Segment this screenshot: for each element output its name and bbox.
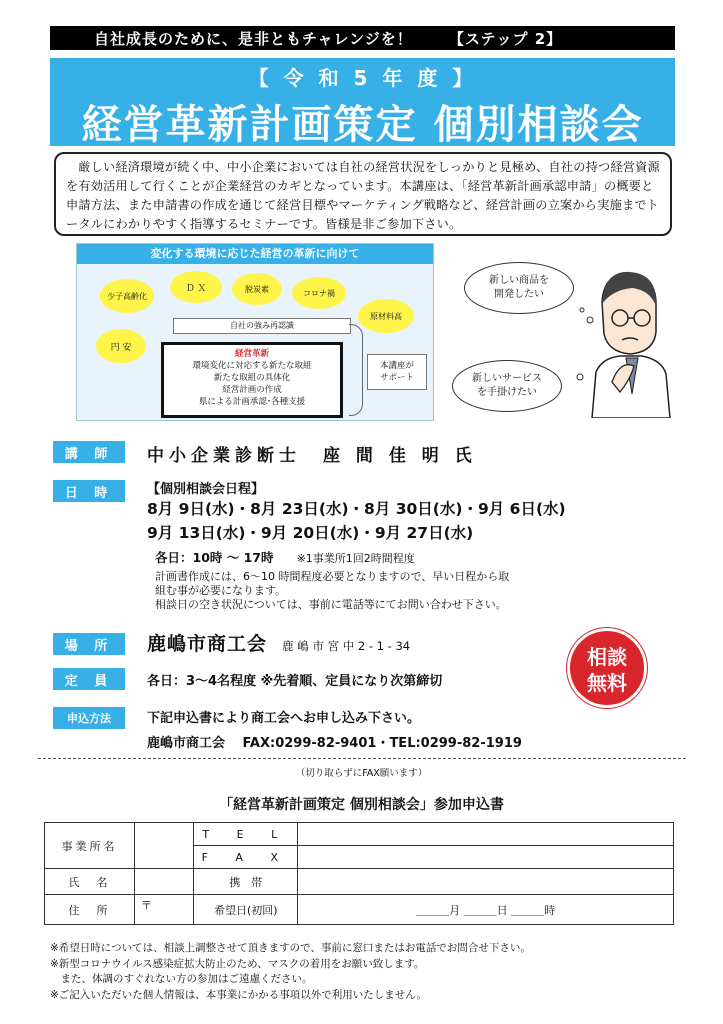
reform-line: 新たな取組の具体化	[213, 373, 291, 383]
page-title: 経営革新計画策定 個別相談会	[81, 102, 644, 148]
name-label: 氏 名	[45, 869, 135, 895]
preferred-date-field[interactable]: ＿＿＿月 ＿＿＿日 ＿＿＿時	[298, 895, 674, 925]
cut-line	[38, 758, 686, 759]
schedule-label: 日 時	[53, 480, 125, 502]
diagram-title: 変化する環境に応じた経営の革新に向けて	[77, 244, 433, 264]
reform-line: 県による計画承認･各種支援	[198, 397, 306, 407]
tagline: 自社成長のために、是非ともチャレンジを！	[94, 29, 413, 48]
apply-label: 申込方法	[53, 707, 125, 729]
lecturer-name: 中小企業診断士 座 間 佳 明 氏	[147, 446, 477, 466]
schedule-time: 各日：10時 ～ 17時	[155, 550, 274, 565]
footnote: ※新型コロナウイルス感染症拡大防止のため、マスクの着用をお願い致します。	[50, 957, 425, 970]
title-year: 【 令 和 5 年 度 】	[248, 66, 477, 90]
thinking-man-illustration	[572, 262, 672, 418]
schedule-dates-1: 8月 9日(水)・8月 23日(水)・8月 30日(水)・9月 6日(水)	[147, 500, 566, 518]
venue-name: 鹿嶋市商工会	[147, 633, 268, 655]
bracket	[349, 324, 363, 416]
footnote: また、体調のすぐれない方の参加はご遠慮ください。	[50, 973, 313, 985]
business-name-label: 事業所名	[45, 823, 135, 869]
step-label: 【ステップ 2】	[448, 29, 563, 48]
bubble-line: を手掛けたい	[477, 387, 537, 398]
form-title: 「経営革新計画策定 個別相談会」参加申込書	[219, 797, 504, 813]
capacity-row	[53, 668, 442, 690]
burst-materials: 原材料高	[361, 302, 411, 330]
schedule-time-note: ※1事業所1回2時間程度	[296, 552, 415, 565]
reform-line: 環境変化に対応する新たな取組	[192, 361, 312, 371]
schedule-row	[53, 480, 566, 612]
free-consultation-badge	[567, 628, 647, 708]
burst-dx: Ｄ Ｘ	[173, 274, 219, 300]
mobile-label: 携 帯	[194, 869, 298, 895]
schedule-note: 計画書作成には、6～10 時間程度必要となりますので、早い日程から取	[155, 570, 510, 583]
address-field[interactable]	[135, 895, 194, 925]
tagline-bar	[50, 26, 675, 50]
support-box	[367, 354, 427, 390]
postal-mark: 〒	[141, 899, 152, 912]
concept-diagram	[76, 243, 434, 421]
badge-line: 無料	[587, 671, 627, 695]
capacity-label: 定 員	[53, 668, 125, 690]
reform-box	[161, 342, 343, 418]
footnotes	[50, 941, 531, 1003]
fax-field[interactable]	[298, 846, 674, 869]
footnote: ※ご記入いただいた個人情報は、本事業にかかる事項以外で利用いたしません。	[50, 988, 427, 1001]
capacity-text: 各日：3～4名程度 ※先着順、定員になり次第締切	[147, 674, 443, 689]
burst-corona: コロナ禍	[295, 280, 343, 306]
bubble-line: 新しいサービス	[472, 373, 542, 384]
apply-text: 下記申込書により商工会へお申し込み下さい。	[147, 711, 421, 726]
thought-bubble-service	[452, 360, 562, 412]
schedule-dates-2: 9月 13日(水)・9月 20日(水)・9月 27日(水)	[147, 524, 474, 542]
support-line: サポート	[379, 373, 414, 383]
reform-line: 経営計画の作成	[222, 385, 282, 395]
apply-contact: 鹿嶋市商工会 FAX:0299-82-9401・TEL:0299-82-1919	[147, 736, 522, 751]
cut-note: （切り取らずにFAX願います）	[295, 768, 428, 779]
mobile-field[interactable]	[298, 869, 674, 895]
lecturer-row	[53, 441, 477, 466]
burst-aging: 少子高齢化	[103, 282, 151, 310]
schedule-note: 相談日の空き状況については、事前に電話等にてお問い合わせ下さい。	[155, 598, 507, 611]
burst-decarbon: 脱炭素	[235, 276, 279, 302]
title-banner	[50, 58, 675, 146]
address-label: 住 所	[45, 895, 135, 925]
badge-line: 相談	[587, 645, 627, 669]
schedule-note: 組む事が必要になります。	[155, 584, 287, 597]
venue-label: 場 所	[53, 633, 125, 655]
bubble-line: 新しい商品を	[489, 275, 549, 286]
business-name-field[interactable]	[135, 823, 194, 869]
reform-title: 経営革新	[234, 349, 269, 359]
intro-text: 厳しい経済環境が続く中、中小企業においては自社の経営状況をしっかりと見極め、自社の持つ経営資源を有効活用して行くことが企業経営のカギとなっています。本講座は、「経営革新計画承認申請」の概要と申請方法、また申請書の作成を通じて経営目標やマーケティング戦略など、経営計画の立案から実施までトータルにわかりやすく指導するセミナーです。皆様是非ご参加下さい。	[54, 152, 672, 236]
name-field[interactable]	[135, 869, 194, 895]
venue-address: 鹿 嶋 市 宮 中 2 - 1 - 34	[282, 639, 411, 653]
support-line: 本講座が	[379, 361, 414, 371]
lecturer-label: 講 師	[53, 441, 125, 463]
venue-row	[53, 633, 410, 656]
application-form	[44, 822, 674, 925]
schedule-heading: 【個別相談会日程】	[147, 482, 265, 497]
apply-row	[53, 707, 522, 751]
tel-field[interactable]	[298, 823, 674, 846]
footnote: ※希望日時については、相談上調整させて頂きますので、事前に窓口またはお電話でお問合せ下さい。	[50, 942, 531, 954]
bubble-line: 開発したい	[494, 289, 544, 300]
thought-bubble-product	[464, 262, 574, 314]
fax-label: F A X	[194, 846, 298, 869]
burst-yen: 円 安	[99, 332, 143, 360]
preferred-date-label: 希望日(初回)	[194, 895, 298, 925]
strength-box: 自社の強み再認識	[173, 318, 351, 334]
tel-label: T E L	[194, 823, 298, 846]
